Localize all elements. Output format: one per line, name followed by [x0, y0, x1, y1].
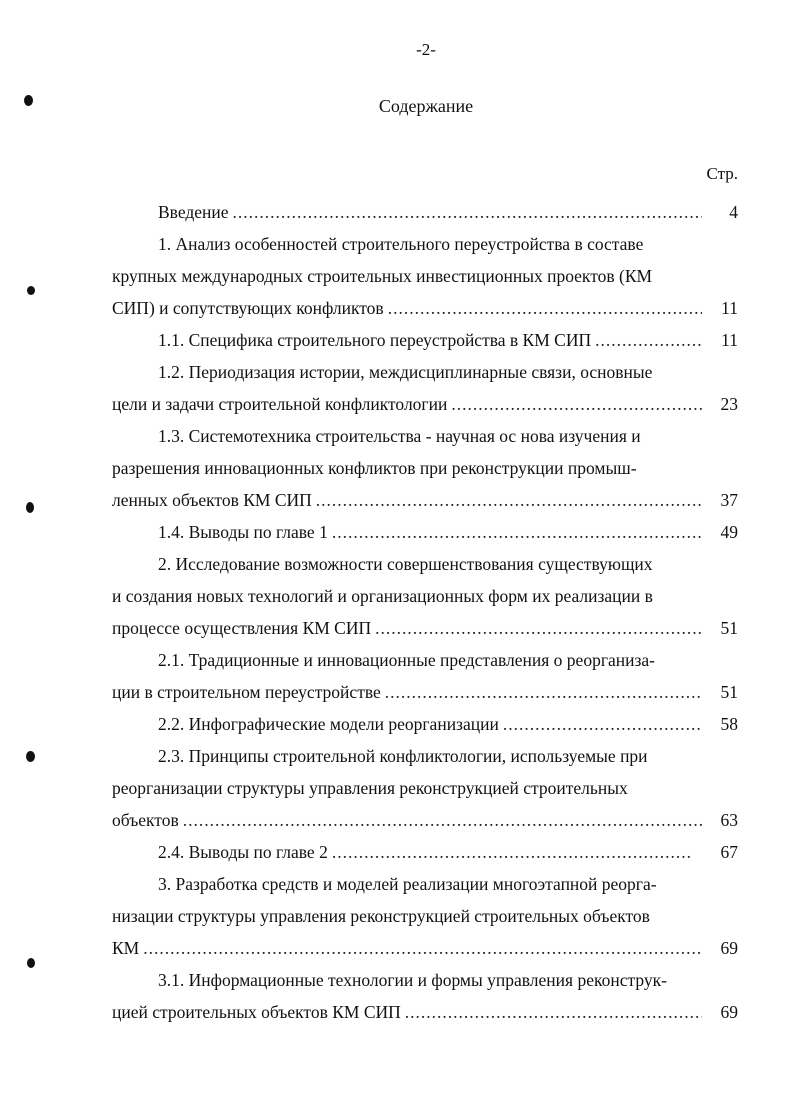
- binding-hole-mark: [27, 286, 35, 295]
- toc-entry-text: 3. Разработка средств и моделей реализации многоэтапной реорга-: [158, 874, 657, 894]
- binding-hole-mark: [24, 95, 33, 106]
- toc-entry-text: 1.4. Выводы по главе 1: [158, 522, 328, 542]
- toc-page-number: 67: [720, 842, 738, 862]
- toc-page-number: 69: [720, 938, 738, 958]
- toc-entry-text: низации структуры управления реконструкцией строительных объектов: [112, 906, 650, 926]
- toc-entry-1-3: [158, 426, 641, 446]
- toc-entry-text: 2.3. Принципы строительной конфликтологии, используемые при: [158, 746, 648, 766]
- toc-entry-text: 1.2. Периодизация истории, междисциплинарные связи, основные: [158, 362, 653, 382]
- toc-entry-intro: [158, 202, 706, 222]
- leader-dots: [503, 714, 702, 734]
- page-number: -2-: [416, 40, 436, 59]
- toc-entry-chapter-3-end: [112, 938, 706, 958]
- toc-page-number: 51: [720, 618, 738, 638]
- leader-dots: [388, 298, 702, 318]
- toc-entry-2-1-end: [112, 682, 706, 702]
- binding-hole-mark: [26, 502, 34, 513]
- toc-entry-text: КМ: [112, 938, 140, 958]
- binding-hole-mark: [26, 751, 35, 762]
- leader-dots: [405, 1002, 702, 1022]
- toc-entry-chapter-1-cont: [112, 266, 652, 286]
- toc-entry-text: Введение: [158, 202, 229, 222]
- toc-entry-text: 2.1. Традиционные и инновационные представления о реорганиза-: [158, 650, 656, 670]
- toc-entry-text: 2.4. Выводы по главе 2: [158, 842, 328, 862]
- toc-entry-chapter-1: [158, 234, 643, 254]
- toc-entry-2-3-cont: [112, 778, 628, 798]
- toc-entry-text: 3.1. Информационные технологии и формы управления реконструк-: [158, 970, 667, 990]
- leader-dots: [375, 618, 702, 638]
- toc-entry-chapter-2-end: [112, 618, 706, 638]
- toc-entry-1-1: [158, 330, 706, 350]
- toc-entry-2-2: [158, 714, 706, 734]
- toc-page-number: 63: [720, 810, 738, 830]
- leader-dots: [332, 522, 702, 542]
- page-title: Содержание: [378, 96, 474, 116]
- leader-dots: [332, 842, 692, 862]
- toc-entry-1-3-end: [112, 490, 706, 510]
- toc-entry-text: цели и задачи строительной конфликтологии: [112, 394, 448, 414]
- toc-page-number: 11: [721, 330, 738, 350]
- toc-entry-text: крупных международных строительных инвестиционных проектов (КМ: [112, 266, 653, 286]
- toc-entry-text: 1.1. Специфика строительного переустройства в КМ СИП: [158, 330, 592, 350]
- toc-entry-2-4: [158, 842, 696, 862]
- toc-entry-chapter-3: [158, 874, 657, 894]
- leader-dots: [385, 682, 702, 702]
- toc-entry-1-4: [158, 522, 706, 542]
- toc-page-number: 51: [720, 682, 738, 702]
- toc-entry-text: 2.2. Инфографические модели реорганизации: [158, 714, 499, 734]
- toc-entry-text: цией строительных объектов КМ СИП: [112, 1002, 401, 1022]
- toc-entry-chapter-2-cont: [112, 586, 653, 606]
- toc-entry-chapter-3-cont: [112, 906, 650, 926]
- toc-entry-chapter-1-end: [112, 298, 706, 318]
- toc-entry-text: 2. Исследование возможности совершенствования существующих: [158, 554, 653, 574]
- toc-entry-2-3: [158, 746, 648, 766]
- toc-page-number: 58: [720, 714, 738, 734]
- toc-page-number: 49: [720, 522, 738, 542]
- toc-page-number: 11: [721, 298, 738, 318]
- binding-hole-mark: [27, 958, 35, 968]
- toc-entry-text: 1.3. Системотехника строительства - научная ос нова изучения и: [158, 426, 641, 446]
- toc-entry-text: и создания новых технологий и организационных форм их реализации в: [112, 586, 653, 606]
- toc-entry-text: 1. Анализ особенностей строительного переустройства в составе: [158, 234, 644, 254]
- toc-page-number: 69: [720, 1002, 738, 1022]
- toc-page-number: 37: [720, 490, 738, 510]
- toc-entry-text: ции в строительном переустройстве: [112, 682, 381, 702]
- toc-entry-2-1: [158, 650, 655, 670]
- toc-entry-3-1-end: [112, 1002, 706, 1022]
- page-column-header: Стр.: [706, 164, 738, 183]
- toc-entry-3-1: [158, 970, 667, 990]
- toc-entry-1-2-end: [112, 394, 706, 414]
- toc-page-number: 4: [729, 202, 738, 222]
- toc-entry-chapter-2: [158, 554, 653, 574]
- toc-entry-text: реорганизации структуры управления реконструкцией строительных: [112, 778, 628, 798]
- leader-dots: [451, 394, 702, 414]
- toc-entry-1-3-cont: [112, 458, 637, 478]
- toc-entry-text: СИП) и сопутствующих конфликтов: [112, 298, 384, 318]
- leader-dots: [316, 490, 702, 510]
- leader-dots: [233, 202, 702, 222]
- toc-page-number: 23: [720, 394, 738, 414]
- toc-entry-text: объектов: [112, 810, 179, 830]
- leader-dots: [143, 938, 702, 958]
- toc-entry-text: разрешения инновационных конфликтов при реконструкции промыш-: [112, 458, 637, 478]
- toc-entry-2-3-end: [112, 810, 706, 830]
- toc-entry-1-2: [158, 362, 652, 382]
- toc-entry-text: процессе осуществления КМ СИП: [112, 618, 372, 638]
- toc-entry-text: ленных объектов КМ СИП: [112, 490, 312, 510]
- leader-dots: [183, 810, 702, 830]
- leader-dots: [595, 330, 702, 350]
